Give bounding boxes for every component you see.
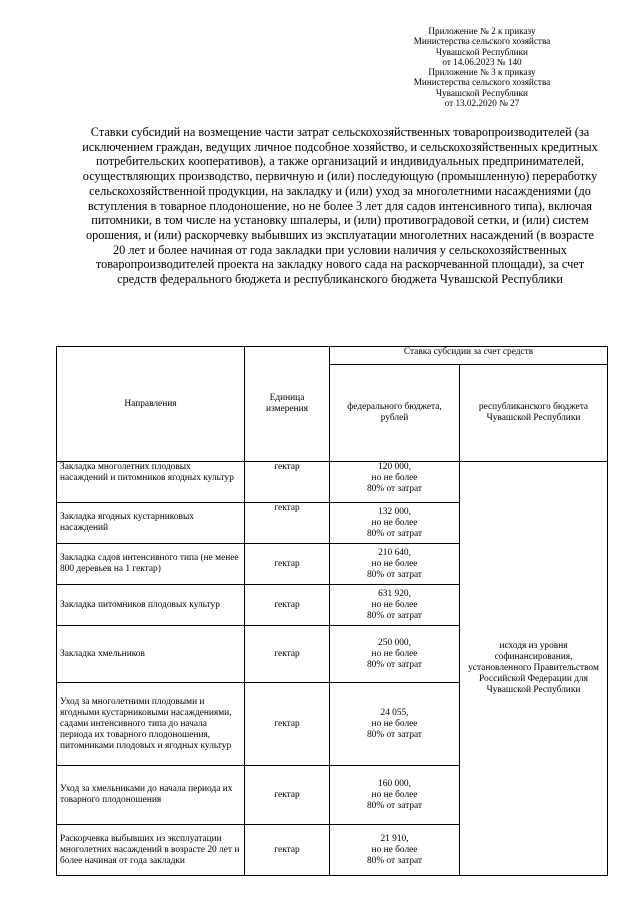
- col-header-unit: Единица измерения: [245, 347, 330, 462]
- row-unit: гектар: [245, 544, 330, 585]
- row-direction: Закладка многолетних плодовых насаждений и питомников ягодных культур: [57, 462, 245, 503]
- subsidy-table: [56, 346, 608, 876]
- row-direction: Закладка питомников плодовых культур: [57, 585, 245, 626]
- row-federal-rate: 210 640, но не более 80% от затрат: [330, 544, 460, 585]
- document-title: Ставки субсидий на возмещение части затрат сельскохозяйственных товаропроизводителей (за исключением граждан, ведущих личное подсобное хозяйство, и сельскохозяйственных кредитных потребительских кооперативов), а также организаций и индивидуальных предпринимателей, осуществляющих производство, первичную и (или) последующую (промышленную) переработку сельскохозяйственной продукции, на закладку и (или) уход за многолетними насаждениями (до вступления в товарное плодоношение, но не более 3 лет для садов интенсивного типа), включая питомники, в том числе на установку шпалеры, и (или) противоградовой сетки, и (или) систем орошения, и (или) раскорчевку выбывших из эксплуатации многолетних насаждений (в возрасте 20 лет и более начиная от года закладки при условии наличия у сельскохозяйственных товаропроизводителей проекта на закладку нового сада на раскорчеванной площади), за счет средств федерального бюджета и республиканского бюджета Чувашской Республики: [82, 125, 598, 287]
- row-unit: гектар: [245, 825, 330, 876]
- header-line: Чувашской Республики: [436, 46, 528, 57]
- row-federal-rate: 160 000, но не более 80% от затрат: [330, 766, 460, 825]
- col-header-federal: федерального бюджета, рублей: [330, 365, 460, 462]
- header-line: Министерства сельского хозяйства: [413, 77, 551, 88]
- row-federal-rate: 24 055, но не более 80% от затрат: [330, 683, 460, 766]
- header-line: Чувашской Республики: [436, 87, 528, 98]
- row-unit: гектар: [245, 766, 330, 825]
- header-line: Приложение № 2 к приказу: [428, 26, 536, 36]
- header-line: Министерства сельского хозяйства: [413, 36, 551, 47]
- document-header: [382, 26, 582, 108]
- republic-rate-cell: исходя из уровня софинансирования, установленного Правительством Российской Федерации для Чувашской Республики: [460, 462, 608, 876]
- col-header-republic: республиканского бюджета Чувашской Республики: [460, 365, 608, 462]
- row-unit: гектар: [245, 585, 330, 626]
- row-direction: Закладка хмельников: [57, 626, 245, 683]
- row-direction: Уход за многолетними плодовыми и ягодными кустарниковыми насаждениями, садами интенсивного типа до начала периода их товарного плодоношения, питомниками плодовых и ягодных культур: [57, 683, 245, 766]
- header-line: Приложение № 3 к приказу: [428, 67, 536, 78]
- header-line: от 13.02.2020 № 27: [444, 98, 520, 109]
- row-unit: гектар: [245, 462, 330, 503]
- row-federal-rate: 250 000, но не более 80% от затрат: [330, 626, 460, 683]
- row-unit: гектар: [245, 683, 330, 766]
- row-federal-rate: 631 920, но не более 80% от затрат: [330, 585, 460, 626]
- row-unit: гектар: [245, 626, 330, 683]
- row-direction: Раскорчевка выбывших из эксплуатации многолетних насаждений в возрасте 20 лет и более начиная от года закладки: [57, 825, 245, 876]
- row-federal-rate: 21 910, но не более 80% от затрат: [330, 825, 460, 876]
- row-federal-rate: 132 000, но не более 80% от затрат: [330, 503, 460, 544]
- row-direction: Закладка ягодных кустарниковых насаждений: [57, 503, 245, 544]
- row-federal-rate: 120 000, но не более 80% от затрат: [330, 462, 460, 503]
- row-direction: Закладка садов интенсивного типа (не менее 800 деревьев на 1 гектар): [57, 544, 245, 585]
- row-unit: гектар: [245, 503, 330, 544]
- row-direction: Уход за хмельниками до начала периода их товарного плодоношения: [57, 766, 245, 825]
- header-line: от 14.06.2023 № 140: [442, 56, 522, 67]
- table-row: [57, 462, 608, 503]
- col-header-direction: Направления: [57, 347, 245, 462]
- col-header-rate: Ставка субсидии за счет средств: [330, 347, 608, 365]
